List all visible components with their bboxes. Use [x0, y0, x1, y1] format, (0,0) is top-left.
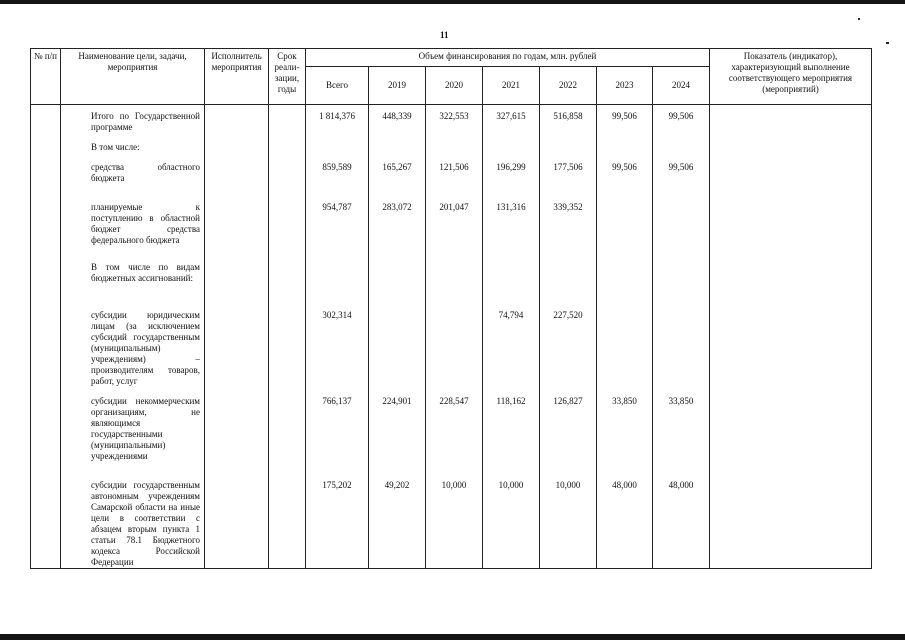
row-value: 228,547 [426, 396, 483, 480]
row-value: 99,506 [597, 162, 653, 202]
row-total: 302,314 [306, 310, 369, 396]
row-value [597, 202, 653, 262]
row-value [540, 262, 597, 310]
row-value: 10,000 [540, 480, 597, 569]
row-value: 327,615 [483, 105, 540, 142]
row-value [369, 142, 426, 162]
header-name: Наименование цели, задачи, мероприятия [61, 49, 205, 105]
header-year: 2019 [369, 67, 426, 105]
row-value: 201,047 [426, 202, 483, 262]
row-value: 224,901 [369, 396, 426, 480]
row-value: 126,827 [540, 396, 597, 480]
row-value [483, 142, 540, 162]
row-value: 33,850 [597, 396, 653, 480]
table-row [31, 480, 872, 569]
row-value [540, 142, 597, 162]
row-value: 99,506 [653, 162, 710, 202]
row-value [426, 310, 483, 396]
row-value: 165,267 [369, 162, 426, 202]
row-total: 859,589 [306, 162, 369, 202]
row-value: 322,553 [426, 105, 483, 142]
row-value: 49,202 [369, 480, 426, 569]
row-name: В том числе: [61, 142, 205, 162]
row-name: планируемые к поступлению в областной бюджет средства федерального бюджета [61, 202, 205, 262]
row-value: 177,506 [540, 162, 597, 202]
row-value: 10,000 [483, 480, 540, 569]
row-value: 118,162 [483, 396, 540, 480]
row-value [597, 142, 653, 162]
header-year: 2024 [653, 67, 710, 105]
row-value: 121,506 [426, 162, 483, 202]
row-name: В том числе по видам бюджетных ассигнований: [61, 262, 205, 310]
row-value [653, 202, 710, 262]
header-num: № п/п [31, 49, 61, 105]
table-row [31, 142, 872, 162]
header-year: 2020 [426, 67, 483, 105]
bottom-border-bar [0, 634, 905, 640]
row-value [369, 310, 426, 396]
table-row [31, 262, 872, 310]
row-name: средства областного бюджета [61, 162, 205, 202]
row-value: 10,000 [426, 480, 483, 569]
table-row [31, 396, 872, 480]
page-number: 11 [440, 30, 449, 40]
row-value [653, 310, 710, 396]
row-value [653, 262, 710, 310]
row-value [483, 262, 540, 310]
row-total: 1 814,376 [306, 105, 369, 142]
header-indicator: Показатель (индикатор), характеризующий выполнение соответствующего мероприятия (мероприятий) [710, 49, 872, 105]
row-total: 766,137 [306, 396, 369, 480]
row-value: 339,352 [540, 202, 597, 262]
scan-speck [886, 42, 889, 44]
row-value [597, 262, 653, 310]
header-executor: Исполнитель мероприятия [205, 49, 269, 105]
row-total: 175,202 [306, 480, 369, 569]
header-year: 2021 [483, 67, 540, 105]
header-year: 2023 [597, 67, 653, 105]
header-year: 2022 [540, 67, 597, 105]
row-value: 448,339 [369, 105, 426, 142]
row-value: 227,520 [540, 310, 597, 396]
table-row [31, 310, 872, 396]
row-value: 516,858 [540, 105, 597, 142]
row-value [426, 262, 483, 310]
row-value: 283,072 [369, 202, 426, 262]
table-row [31, 202, 872, 262]
row-total [306, 142, 369, 162]
row-value: 99,506 [653, 105, 710, 142]
header-funding: Объем финансирования по годам, млн. рублей [306, 49, 710, 67]
row-value: 99,506 [597, 105, 653, 142]
row-value: 48,000 [597, 480, 653, 569]
row-value [426, 142, 483, 162]
top-border-bar [0, 0, 905, 4]
row-value: 48,000 [653, 480, 710, 569]
row-value: 33,850 [653, 396, 710, 480]
header-term: Срок реали-зации, годы [269, 49, 306, 105]
table-row [31, 162, 872, 202]
row-value [653, 142, 710, 162]
header-total: Всего [306, 67, 369, 105]
row-name: Итого по Государственной программе [61, 105, 205, 142]
row-value: 74,794 [483, 310, 540, 396]
row-value [369, 262, 426, 310]
row-value: 196,299 [483, 162, 540, 202]
financing-table [30, 48, 872, 569]
scan-speck [858, 18, 860, 20]
row-total [306, 262, 369, 310]
table-row [31, 105, 872, 142]
row-value [597, 310, 653, 396]
row-name: субсидии государственным автономным учреждениям Самарской области на иные цели в соответствии с абзацем вторым пункта 1 статьи 78.1 Бюджетного кодекса Российской Федерации [61, 480, 205, 569]
row-value: 131,316 [483, 202, 540, 262]
row-total: 954,787 [306, 202, 369, 262]
row-name: субсидии юридическим лицам (за исключением субсидий государственным (муниципальным) учреждениям) – производителям товаров, работ, услуг [61, 310, 205, 396]
row-name: субсидии некоммерческим организациям, не являющимся государственными (муниципальными) учреждениями [61, 396, 205, 480]
